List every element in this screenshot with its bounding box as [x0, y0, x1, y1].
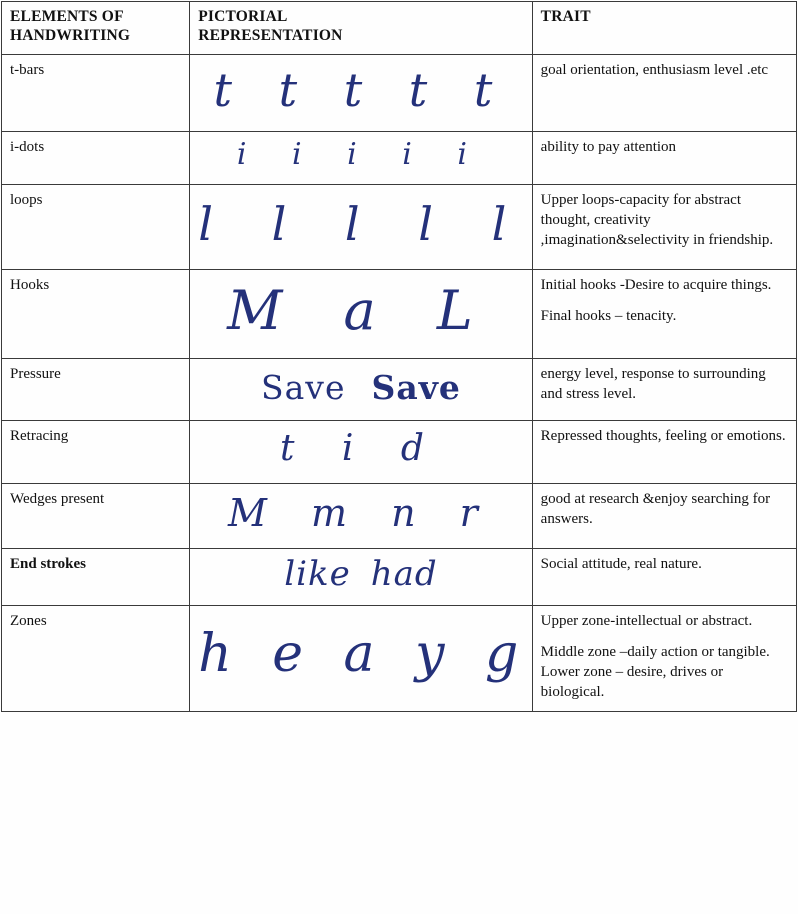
handwriting-sample-hooks: M a L [227, 278, 495, 342]
trait-text: Social attitude, real nature. [540, 555, 702, 572]
pictorial-cell [190, 54, 532, 131]
trait-text: good at research &enjoy searching for answers. [540, 490, 771, 527]
column-header-pictorial-line1: PICTORIAL [198, 8, 288, 25]
pictorial-cell [190, 605, 532, 711]
table-header-row [2, 2, 797, 55]
table-row [2, 184, 797, 269]
handwriting-sample-retracing: t i d [279, 427, 442, 469]
handwriting-sample-i-dots: i i i i i [236, 136, 485, 172]
table-row [2, 483, 797, 548]
trait-text: ability to pay attention [540, 138, 677, 155]
pictorial-cell [190, 483, 532, 548]
pictorial-cell [190, 184, 532, 269]
trait-cell [532, 358, 796, 420]
trait-text-secondary: Middle zone –daily action or tangible. Lower zone – desire, drives or biological. [540, 643, 770, 700]
trait-cell [532, 54, 796, 131]
handwriting-sample-zones: h e a y g [198, 623, 531, 684]
element-name-cell: Retracing [2, 420, 190, 483]
element-name-cell: t-bars [2, 54, 190, 131]
trait-cell [532, 420, 796, 483]
column-header-pictorial-line2: REPRESENTATION [198, 26, 343, 44]
column-header-pictorial [190, 2, 532, 55]
handwriting-analysis-table-document [0, 1, 798, 914]
pictorial-cell [190, 420, 532, 483]
handwriting-sample-wedges: M m n r [228, 490, 494, 535]
handwriting-sample-pressure-light: Save [261, 367, 346, 407]
table-row [2, 269, 797, 358]
trait-cell [532, 269, 796, 358]
trait-text: Repressed thoughts, feeling or emotions. [540, 427, 786, 444]
pictorial-cell [190, 269, 532, 358]
element-name-cell: Hooks [2, 269, 190, 358]
column-header-elements-line1: ELEMENTS OF [10, 8, 124, 25]
column-header-elements-line2: HANDWRITING [10, 26, 131, 44]
trait-cell [532, 131, 796, 184]
trait-text-primary: Initial hooks -Desire to acquire things. [540, 276, 772, 293]
element-name-cell: loops [2, 184, 190, 269]
trait-text: Upper loops-capacity for abstract thought, creativity ,imagination&selectivity in friendship. [540, 191, 774, 248]
trait-text: goal orientation, enthusiasm level .etc [540, 61, 769, 78]
element-name-cell: Wedges present [2, 483, 190, 548]
column-header-elements [2, 2, 190, 55]
handwriting-sample-t-bars: t t t t t [213, 62, 509, 117]
table-row [2, 605, 797, 711]
handwriting-sample-pressure-heavy: Save [371, 367, 461, 407]
column-header-trait-line1: TRAIT [540, 8, 591, 25]
column-header-trait [532, 2, 796, 55]
handwriting-sample-end-strokes-word2: had [370, 553, 438, 594]
table-row [2, 54, 797, 131]
table-row [2, 358, 797, 420]
table-row [2, 131, 797, 184]
trait-text-primary: Upper zone-intellectual or abstract. [540, 612, 753, 629]
handwriting-sample-end-strokes [284, 555, 437, 597]
table-row [2, 420, 797, 483]
pictorial-cell [190, 131, 532, 184]
handwriting-sample-loops: l l l l l [198, 196, 529, 251]
handwriting-sample-pressure [261, 365, 461, 412]
trait-text: energy level, response to surrounding and stress level. [540, 365, 766, 402]
element-name-cell: Zones [2, 605, 190, 711]
trait-cell [532, 548, 796, 605]
handwriting-sample-end-strokes-word1: like [284, 553, 351, 594]
trait-cell [532, 483, 796, 548]
pictorial-cell [190, 358, 532, 420]
elements-of-handwriting-table [1, 1, 797, 712]
element-name-cell: Pressure [2, 358, 190, 420]
element-name-cell: End strokes [2, 548, 190, 605]
element-name-cell: i-dots [2, 131, 190, 184]
table-row [2, 548, 797, 605]
trait-cell [532, 605, 796, 711]
trait-cell [532, 184, 796, 269]
pictorial-cell [190, 548, 532, 605]
trait-text-secondary: Final hooks – tenacity. [540, 307, 677, 324]
